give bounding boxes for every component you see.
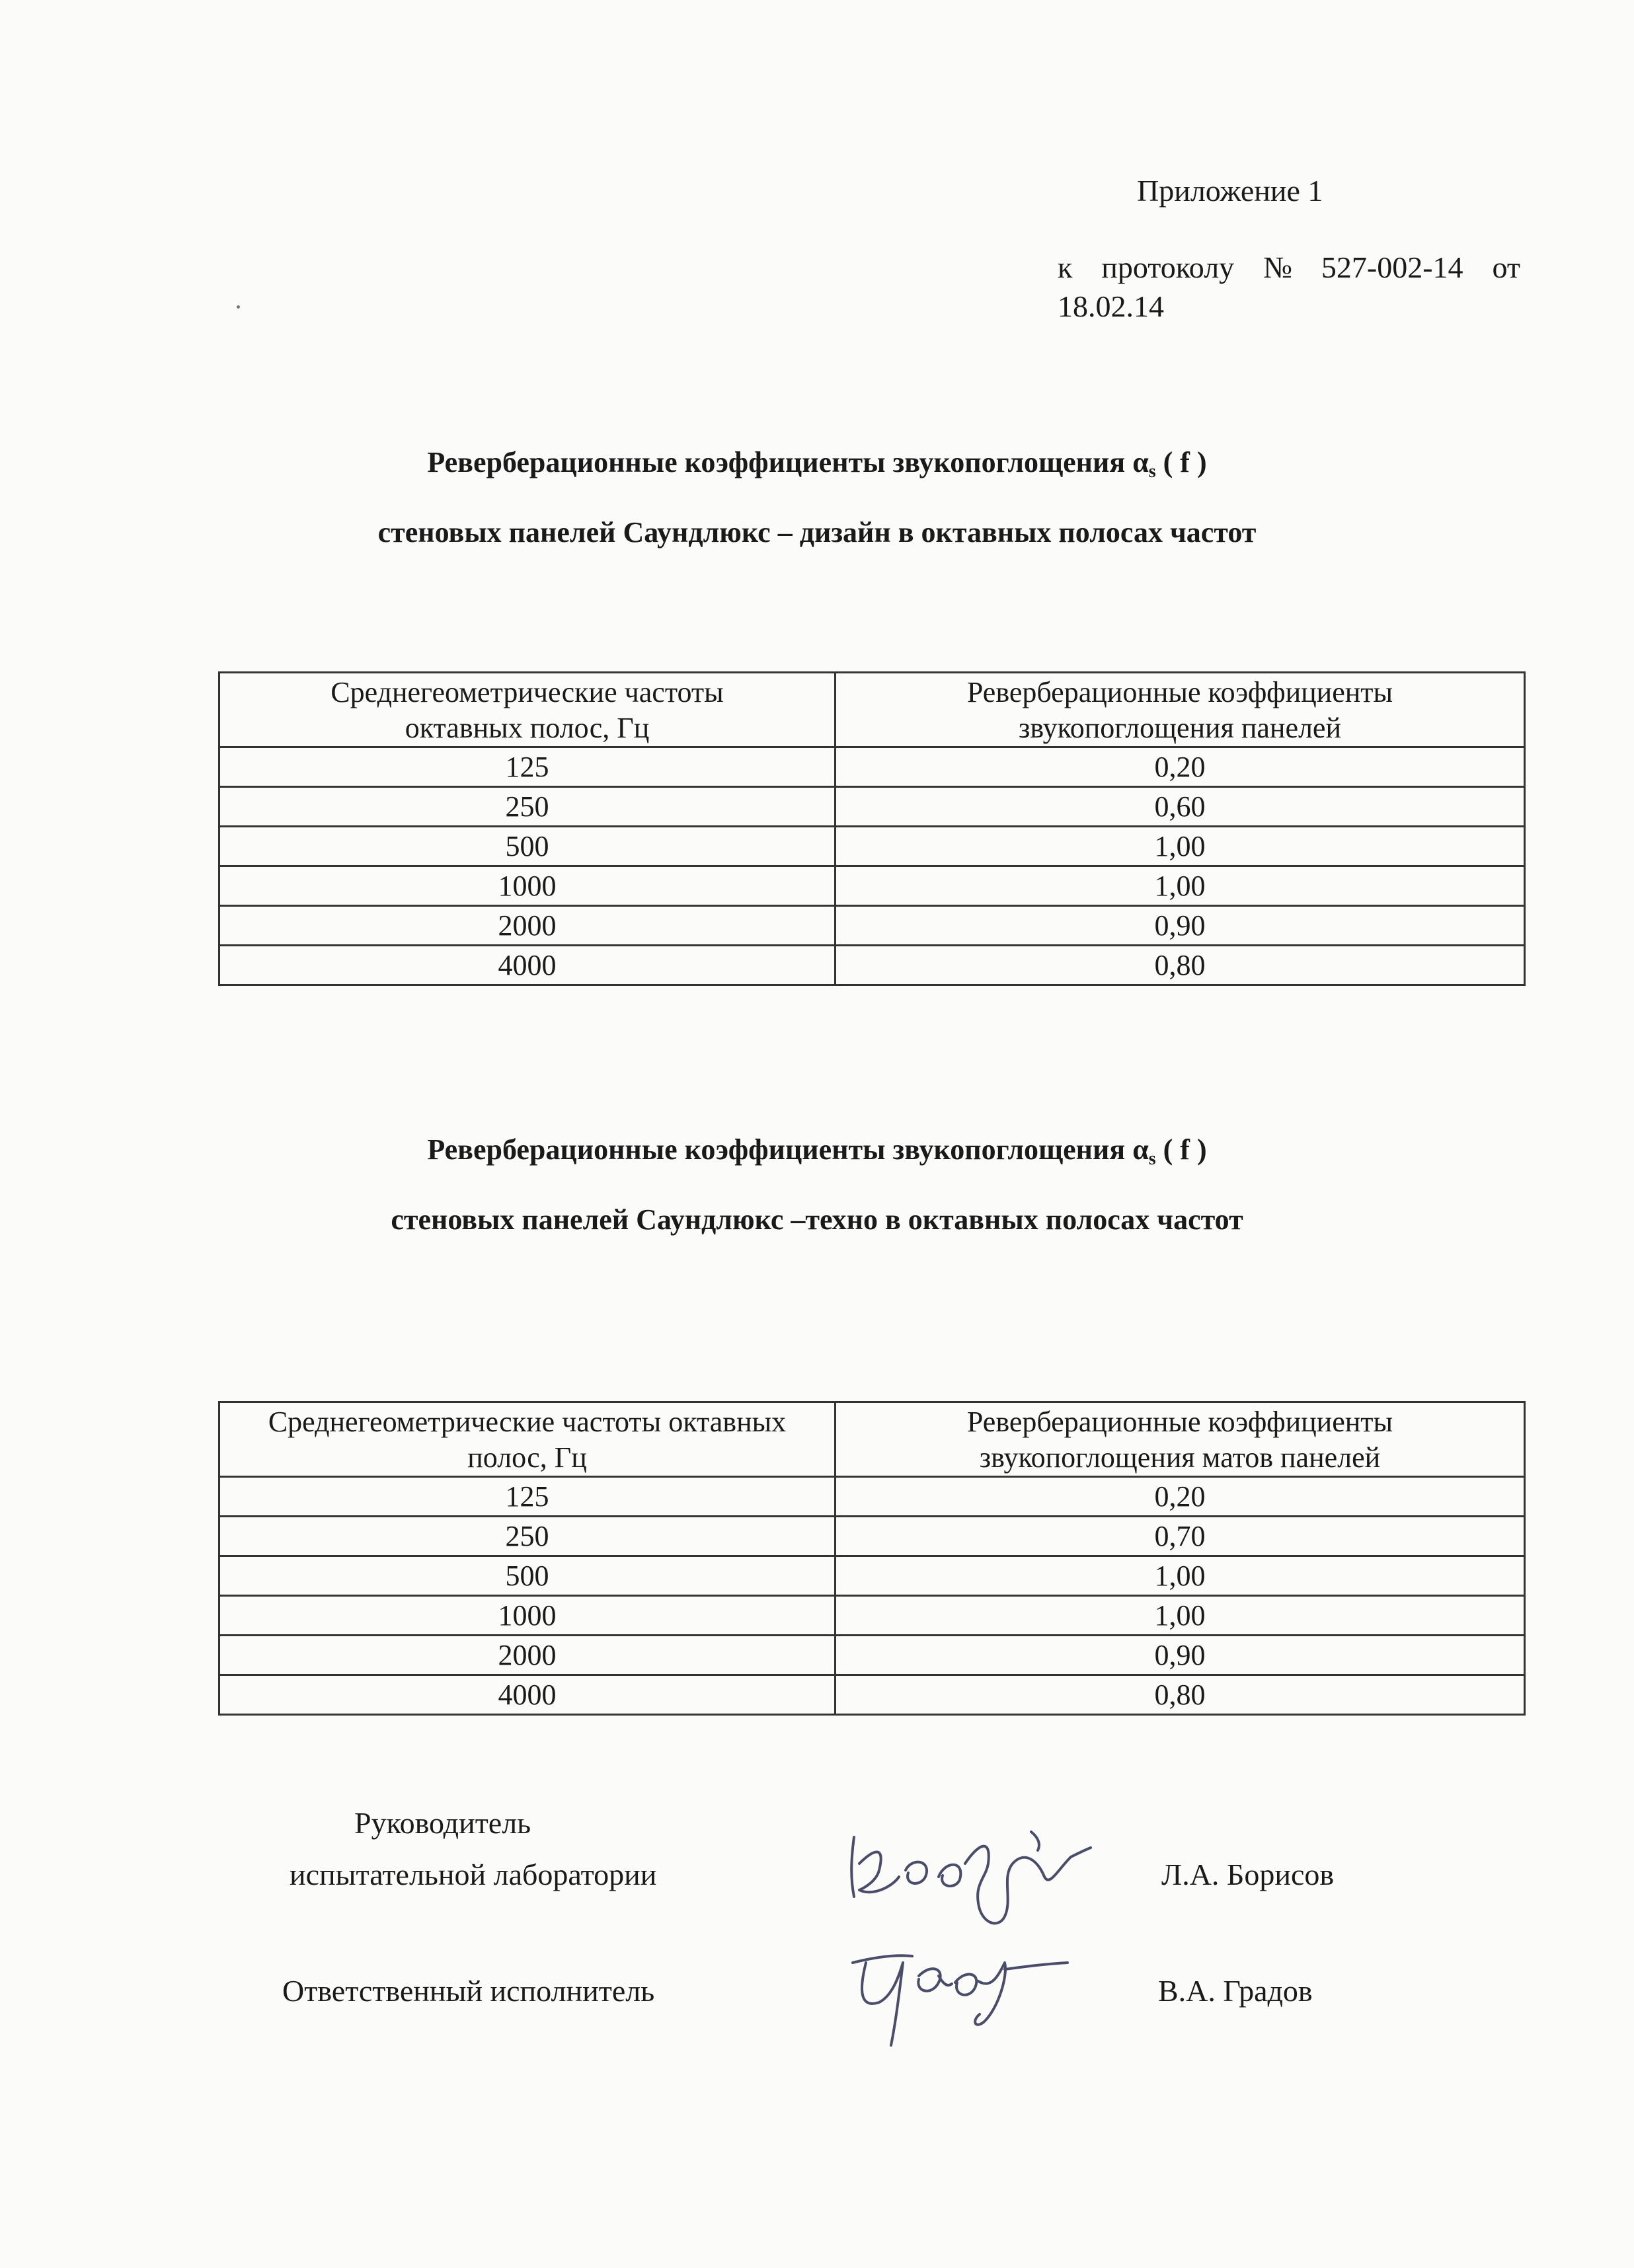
coefficient-cell: 0,90 <box>836 1636 1525 1675</box>
coefficient-cell: 0,80 <box>836 946 1525 985</box>
table-row <box>219 906 1525 946</box>
table-row <box>219 946 1525 985</box>
section2-subtitle: стеновых панелей Саундлюкс –техно в октавных полосах частот <box>391 1203 1243 1236</box>
protocol-word: протоколу <box>1101 250 1235 284</box>
protocol-reference <box>1058 250 1520 324</box>
section2-title <box>0 1134 1634 1236</box>
frequency-cell: 4000 <box>219 946 836 985</box>
frequency-cell: 1000 <box>219 866 836 906</box>
section1-alpha: α <box>1132 446 1149 478</box>
protocol-from: от <box>1492 250 1520 284</box>
frequency-cell: 250 <box>219 1517 836 1556</box>
coefficient-cell: 1,00 <box>836 1596 1525 1636</box>
table-row <box>219 787 1525 827</box>
table-row <box>219 866 1525 906</box>
section1-title <box>0 447 1634 548</box>
frequency-cell: 250 <box>219 787 836 827</box>
section2-alpha-subscript: s <box>1148 1149 1156 1169</box>
appendix-title: Приложение 1 <box>1137 174 1323 208</box>
table-row <box>219 1636 1525 1675</box>
table-row <box>219 1556 1525 1596</box>
protocol-date: 18.02.14 <box>1058 289 1164 323</box>
executor-signature <box>839 1936 1077 2055</box>
head-label-line2: испытательной лаборатории <box>290 1858 657 1891</box>
table-row <box>219 1477 1525 1517</box>
section2-table <box>218 1401 1526 1716</box>
head-signature <box>839 1824 1117 1936</box>
coefficient-cell: 0,60 <box>836 787 1525 827</box>
table-row <box>219 1596 1525 1636</box>
frequency-cell: 500 <box>219 827 836 866</box>
section2-title-text: Реверберационные коэффициенты звукопоглощения <box>427 1133 1126 1166</box>
protocol-number-sign: № <box>1263 250 1292 284</box>
coefficient-cell: 0,90 <box>836 906 1525 946</box>
section1-alpha-subscript: s <box>1148 461 1156 482</box>
section1-subtitle: стеновых панелей Саундлюкс – дизайн в октавных полосах частот <box>377 515 1257 548</box>
frequency-cell: 500 <box>219 1556 836 1596</box>
head-name: Л.А. Борисов <box>1161 1858 1335 1891</box>
section2-argument: ( f ) <box>1163 1133 1207 1166</box>
protocol-number: 527-002-14 <box>1321 250 1463 284</box>
column-header-frequency: Среднегеометрические частоты октавных полос, Гц <box>219 1402 836 1477</box>
table-row <box>219 1675 1525 1715</box>
section1-argument: ( f ) <box>1163 446 1207 478</box>
table-row <box>219 827 1525 866</box>
table-row <box>219 1517 1525 1556</box>
coefficient-cell: 0,70 <box>836 1517 1525 1556</box>
executor-label: Ответственный исполнитель <box>282 1974 655 2008</box>
frequency-cell: 2000 <box>219 1636 836 1675</box>
column-header-coefficient: Реверберационные коэффициенты звукопоглощения матов панелей <box>836 1402 1525 1477</box>
coefficient-cell: 0,20 <box>836 1477 1525 1517</box>
frequency-cell: 1000 <box>219 1596 836 1636</box>
table-header-row <box>219 1402 1525 1477</box>
section1-title-text: Реверберационные коэффициенты звукопоглощения <box>427 446 1126 478</box>
section2-alpha: α <box>1132 1133 1149 1166</box>
frequency-cell: 2000 <box>219 906 836 946</box>
scan-speck <box>237 305 240 309</box>
column-header-frequency: Среднегеометрические частоты октавных полос, Гц <box>219 673 836 747</box>
head-label-line1: Руководитель <box>354 1806 531 1840</box>
protocol-prefix: к <box>1058 250 1073 284</box>
frequency-cell: 125 <box>219 747 836 787</box>
table-header-row <box>219 673 1525 747</box>
executor-name: В.А. Градов <box>1158 1974 1313 2008</box>
table-row <box>219 747 1525 787</box>
coefficient-cell: 0,20 <box>836 747 1525 787</box>
coefficient-cell: 1,00 <box>836 866 1525 906</box>
coefficient-cell: 0,80 <box>836 1675 1525 1715</box>
frequency-cell: 125 <box>219 1477 836 1517</box>
frequency-cell: 4000 <box>219 1675 836 1715</box>
coefficient-cell: 1,00 <box>836 827 1525 866</box>
coefficient-cell: 1,00 <box>836 1556 1525 1596</box>
column-header-coefficient: Реверберационные коэффициенты звукопоглощения панелей <box>836 673 1525 747</box>
section1-table <box>218 671 1526 986</box>
